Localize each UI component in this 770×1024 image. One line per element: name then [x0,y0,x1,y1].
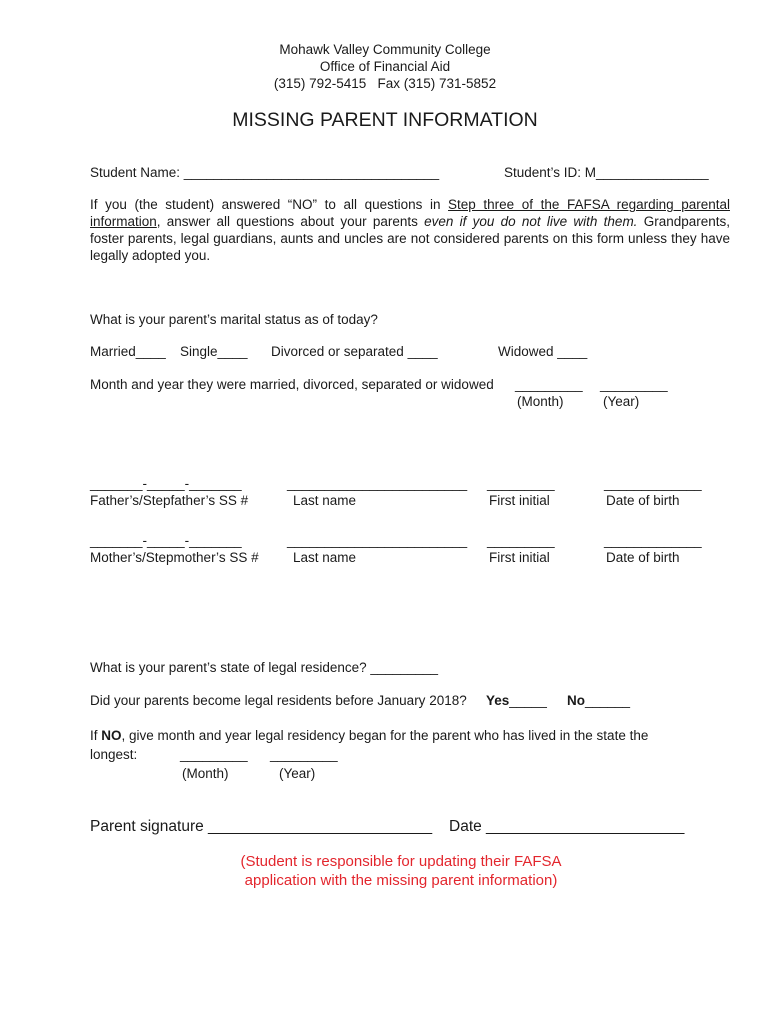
mother-dob-label: Date of birth [606,550,680,565]
longest-label: longest: [90,747,138,762]
fax-number: Fax (315) 731-5852 [377,76,497,91]
parent-signature-field[interactable]: Parent signature __________________________ [90,818,433,835]
if-rest-text: , give month and year legal residency began for the parent who has lived in the state the [121,728,649,743]
residency-year-field[interactable]: _________ [270,747,338,762]
marital-status-question: What is your parent’s marital status as of today? [90,312,378,327]
no-label: No [567,693,585,708]
mother-ss-field[interactable]: _______-_____-_______ [90,533,242,548]
intro-paragraph [90,196,730,264]
intro-text-3: Grandparents, foster parents, legal guardians, aunts and uncles are not considered parents on this form unless they have legally adopted you. [90,214,730,263]
mother-first-initial-field[interactable]: _________ [487,533,555,548]
page-title: MISSING PARENT INFORMATION [232,109,538,131]
father-last-name-label: Last name [293,493,357,508]
father-first-initial-label: First initial [489,493,550,508]
residency-yes-field[interactable] [486,692,547,709]
office-name: Office of Financial Aid [319,59,451,74]
mother-first-initial-label: First initial [489,550,550,565]
college-name: Mohawk Valley Community College [279,42,491,57]
residency-instructions [90,727,648,744]
widowed-option[interactable]: Widowed ____ [498,344,588,359]
notice-line-1: (Student is responsible for updating their FAFSA [240,853,562,870]
state-residence-question[interactable]: What is your parent’s state of legal residence? _________ [90,660,438,675]
if-prefix: If [90,728,102,743]
residency-no-field[interactable] [567,692,630,709]
single-option[interactable]: Single____ [180,344,248,359]
yes-label: Yes [486,693,510,708]
marital-year-label: (Year) [603,394,640,409]
divorced-option[interactable]: Divorced or separated ____ [271,344,438,359]
contact-line [0,75,770,92]
student-name-field[interactable]: Student Name: __________________________________ [90,165,440,180]
father-first-initial-field[interactable]: _________ [487,476,555,491]
marital-date-question: Month and year they were married, divorced, separated or widowed [90,377,494,392]
no-line: ______ [585,693,631,708]
father-dob-field[interactable]: _____________ [604,476,702,491]
residency-month-label: (Month) [182,766,229,781]
notice-line-2: application with the missing parent information) [244,872,558,889]
marital-month-label: (Month) [517,394,564,409]
student-id-field[interactable]: Student’s ID: M_______________ [504,165,709,180]
marital-year-field[interactable]: _________ [600,377,668,392]
residency-year-label: (Year) [279,766,316,781]
father-ss-field[interactable]: _______-_____-_______ [90,476,242,491]
phone-number: (315) 792-5415 [273,76,367,91]
residency-before-question: Did your parents become legal residents before January 2018? [90,693,467,708]
father-ss-label: Father’s/Stepfather’s SS # [90,493,249,508]
if-no-bold: NO [101,728,122,743]
fafsa-step-three-reference: Step three of the FAFSA regarding parental information [90,197,730,229]
intro-text-2: , answer all questions about your parents [156,214,425,229]
father-dob-label: Date of birth [606,493,680,508]
mother-ss-label: Mother’s/Stepmother’s SS # [90,550,259,565]
mother-dob-field[interactable]: _____________ [604,533,702,548]
father-last-name-field[interactable]: ________________________ [287,476,468,491]
residency-month-field[interactable]: _________ [180,747,248,762]
intro-italic-text: even if you do not live with them. [424,214,638,229]
married-option[interactable]: Married____ [90,344,166,359]
marital-month-field[interactable]: _________ [515,377,583,392]
intro-text-1: If you (the student) answered “NO” to all questions in [90,197,449,212]
signature-date-field[interactable]: Date _______________________ [449,818,685,835]
mother-last-name-field[interactable]: ________________________ [287,533,468,548]
mother-last-name-label: Last name [293,550,357,565]
yes-line: _____ [509,693,547,708]
